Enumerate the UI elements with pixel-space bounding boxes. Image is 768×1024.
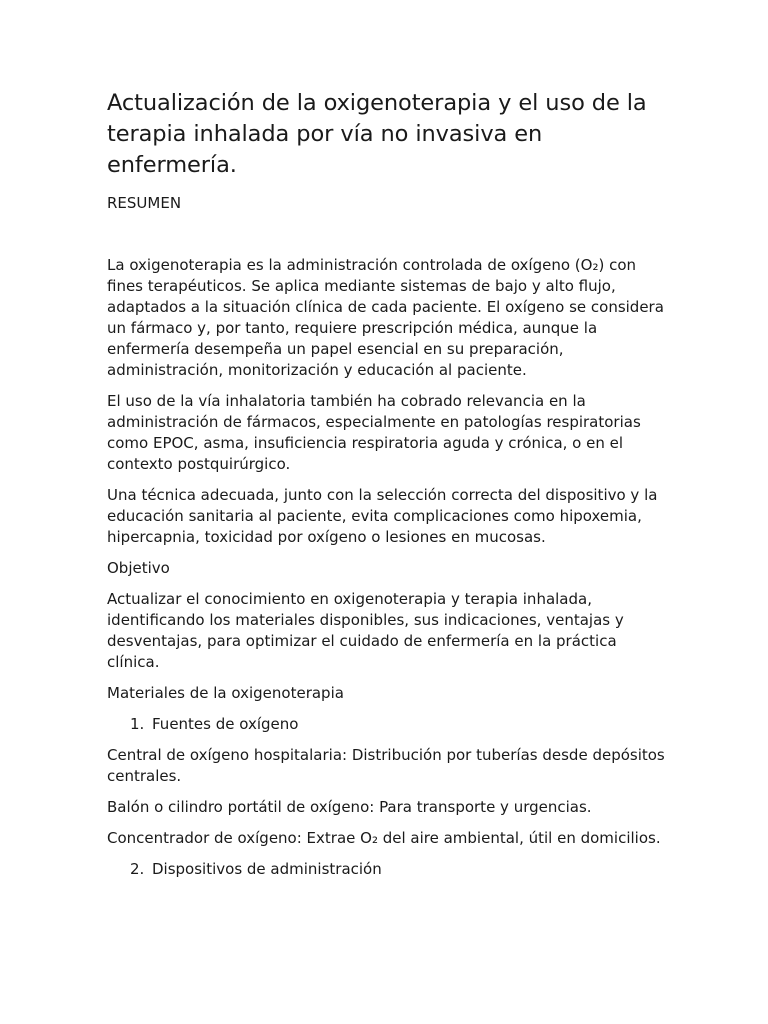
- objective-heading: Objetivo: [107, 559, 170, 577]
- paragraph-intro-1: La oxigenoterapia es la administración controlada de oxígeno (O₂) con fines terapéuticos. Se aplica mediante sistemas de bajo y alto flujo, adaptados a la situación clínica de cada paciente. El oxígeno se considera un fármaco y, por tanto, requiere prescripción médica, aunque la enfermería desempeña un papel esencial en su preparación, administración, monitorización y educación al paciente.: [107, 256, 664, 379]
- list-number: 1.: [130, 715, 145, 733]
- paragraph-intro-3: Una técnica adecuada, junto con la selección correcta del dispositivo y la educación sanitaria al paciente, evita complicaciones como hipoxemia, hipercapnia, toxicidad por oxígeno o lesiones en mucosas.: [107, 486, 658, 546]
- list-item-oxygen-sources: [107, 714, 667, 735]
- objective-text: Actualizar el conocimiento en oxigenoterapia y terapia inhalada, identificando los materiales disponibles, sus indicaciones, ventajas y desventajas, para optimizar el cuidado de enfermería en la práctica clínica.: [107, 590, 624, 671]
- document-page: [107, 88, 667, 890]
- materials-heading: Materiales de la oxigenoterapia: [107, 684, 344, 702]
- summary-label: RESUMEN: [107, 194, 182, 212]
- source-concentrator: Concentrador de oxígeno: Extrae O₂ del aire ambiental, útil en domicilios.: [107, 829, 661, 847]
- list-item-text: Dispositivos de administración: [152, 860, 382, 878]
- source-portable-cylinder: Balón o cilindro portátil de oxígeno: Para transporte y urgencias.: [107, 798, 592, 816]
- list-item-administration-devices: [107, 859, 667, 880]
- spacer: [107, 214, 667, 255]
- document-title: Actualización de la oxigenoterapia y el uso de la terapia inhalada por vía no invasiva en enfermería.: [107, 90, 647, 178]
- paragraph-intro-2: El uso de la vía inhalatoria también ha cobrado relevancia en la administración de fármacos, especialmente en patologías respiratorias como EPOC, asma, insuficiencia respiratoria aguda y crónica, o en el contexto postquirúrgico.: [107, 392, 641, 473]
- source-hospital-central: Central de oxígeno hospitalaria: Distribución por tuberías desde depósitos centrales.: [107, 746, 665, 785]
- list-number: 2.: [130, 860, 145, 878]
- list-item-text: Fuentes de oxígeno: [152, 715, 299, 733]
